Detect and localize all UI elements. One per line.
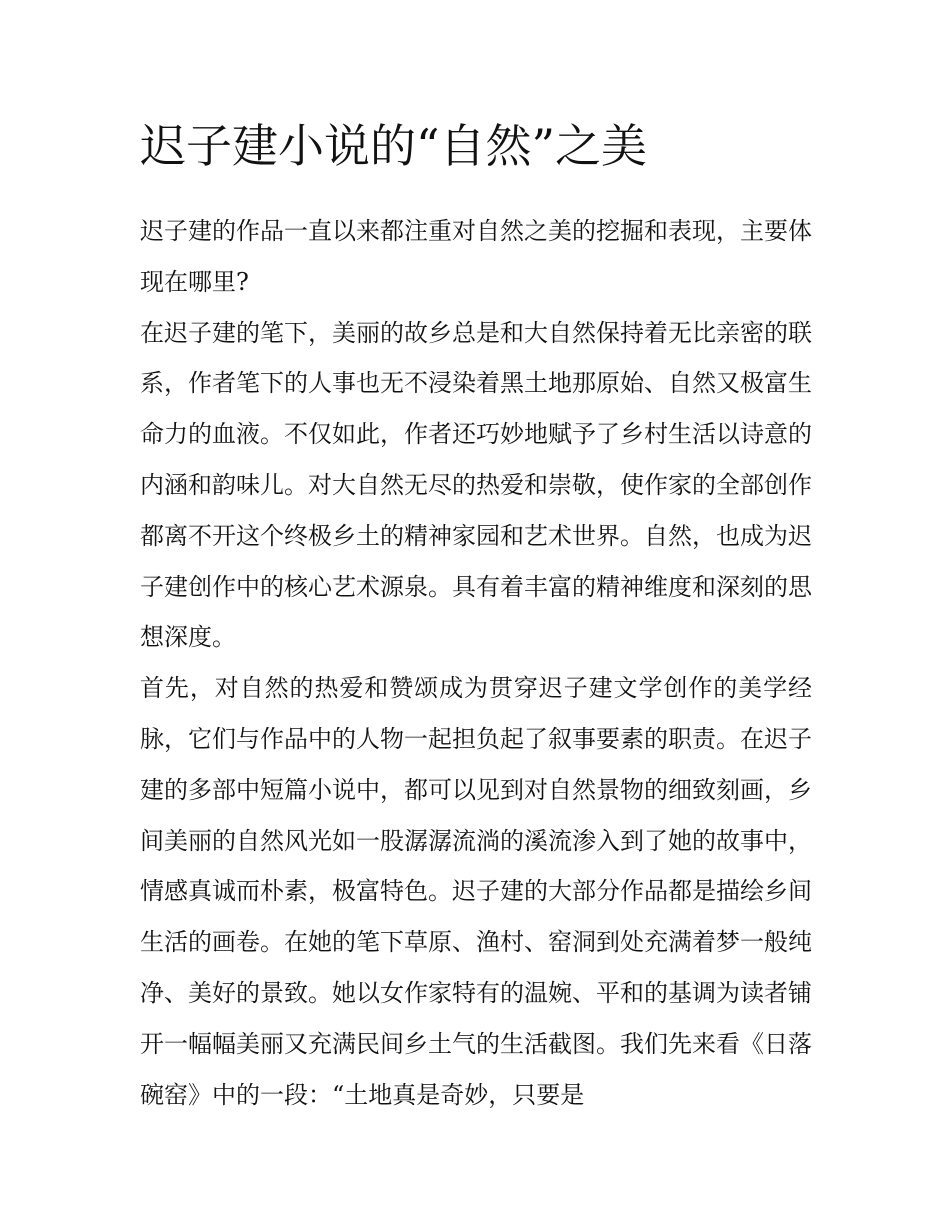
document-title: 迟子建小说的“自然”之美 — [140, 119, 648, 173]
document-page — [140, 112, 812, 1120]
paragraph-nature-intro: 在迟子建的笔下，美丽的故乡总是和大自然保持着无比亲密的联系，作者笔下的人事也无不浸染着黑土地那原始、自然又极富生命力的血液。不仅如此，作者还巧妙地赋予了乡村生活以诗意的内涵和韵味儿。对大自然无尽的热爱和崇敬，使作家的全部创作都离不开这个终极乡土的精神家园和艺术世界。自然，也成为迟子建创作中的核心艺术源泉。具有着丰富的精神维度和深刻的思想深度。 — [140, 318, 812, 652]
document-body — [140, 206, 812, 1120]
paragraph-firstly: 首先，对自然的热爱和赞颂成为贯穿迟子建文学创作的美学经脉，它们与作品中的人物一起担负起了叙事要素的职责。在迟子建的多部中短篇小说中，都可以见到对自然景物的细致刻画，乡间美丽的自然风光如一股潺潺流淌的溪流渗入到了她的故事中，情感真诚而朴素，极富特色。迟子建的大部分作品都是描绘乡间生活的画卷。在她的笔下草原、渔村、窑洞到处充满着梦一般纯净、美好的景致。她以女作家特有的温婉、平和的基调为读者铺开一幅幅美丽又充满民间乡土气的生活截图。我们先来看《日落碗窑》中的一段：“土地真是奇妙，只要是 — [140, 674, 812, 1109]
paragraph-question: 迟子建的作品一直以来都注重对自然之美的挖掘和表现，主要体现在哪里? — [140, 217, 812, 296]
